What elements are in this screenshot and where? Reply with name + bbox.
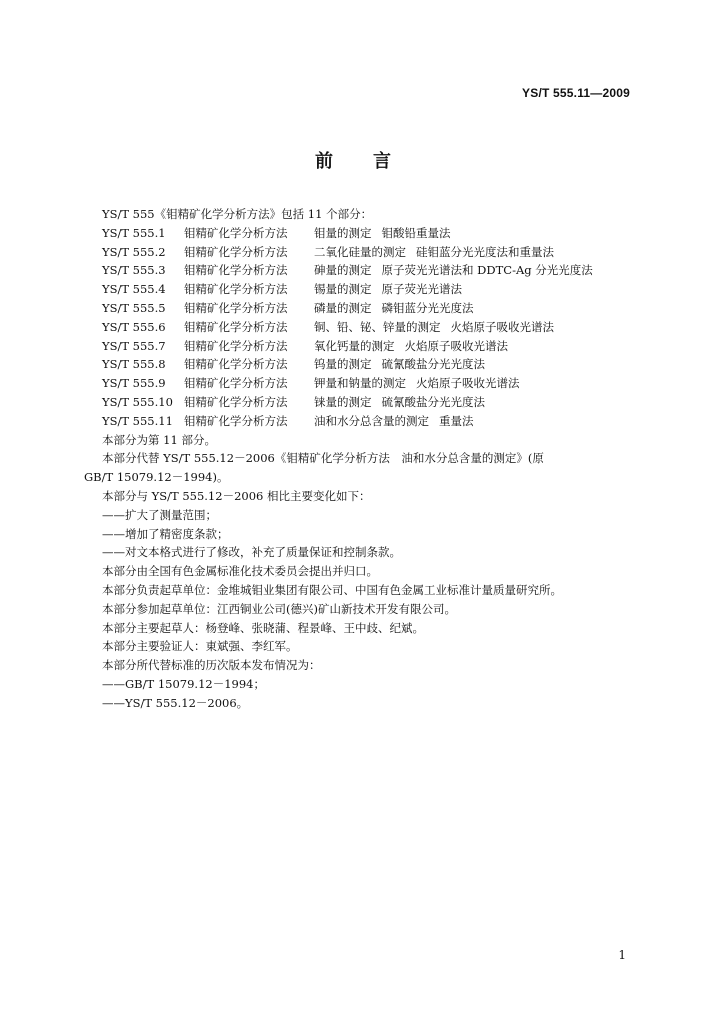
change-item: ——对文本格式进行了修改，补充了质量保证和控制条款。 (102, 545, 401, 560)
part-item (84, 355, 640, 374)
part-code: YS/T 555.7 (102, 338, 166, 353)
this-part-paragraph: 本部分为第 11 部分。 (102, 432, 216, 447)
page-number: 1 (618, 948, 626, 962)
parts-list (84, 224, 640, 431)
history-item: ——GB/T 15079.12－1994； (102, 676, 265, 691)
part-code: YS/T 555.8 (102, 357, 166, 372)
part-main-title: 钼精矿化学分析方法 (184, 357, 288, 372)
part-item (84, 243, 640, 262)
participating-unit-paragraph: 本部分参加起草单位：江西铜业公司(德兴)矿山新技术开发有限公司。 (102, 601, 456, 616)
replaces-paragraph-line-1: 本部分代替 YS/T 555.12－2006《钼精矿化学分析方法 油和水分总含量的测定》(原 (102, 451, 544, 466)
part-item (84, 224, 640, 243)
part-method: 火焰原子吸收光谱法 (416, 376, 520, 391)
part-item (84, 374, 640, 393)
part-topic: 铼量的测定 (314, 394, 372, 409)
part-item (84, 261, 640, 280)
part-item (84, 337, 640, 356)
drafting-unit-paragraph: 本部分负责起草单位：金堆城钼业集团有限公司、中国有色金属工业标准计量质量研究所。 (102, 582, 562, 597)
part-topic: 油和水分总含量的测定 (314, 413, 429, 428)
part-method: 磷钼蓝分光光度法 (381, 300, 474, 315)
part-method: 硫氰酸盐分光光度法 (381, 394, 485, 409)
part-topic: 铜、铅、铋、锌量的测定 (314, 319, 441, 334)
part-topic: 钾量和钠量的测定 (314, 376, 406, 391)
part-method: 火焰原子吸收光谱法 (450, 319, 554, 334)
part-code: YS/T 555.10 (102, 394, 173, 409)
part-code: YS/T 555.6 (102, 319, 166, 334)
part-method: 重量法 (439, 413, 474, 428)
replaces-paragraph-line-2: GB/T 15079.12－1994)。 (84, 470, 229, 485)
part-code: YS/T 555.2 (102, 244, 166, 259)
title-char-2: 言 (373, 151, 391, 172)
part-topic: 钨量的测定 (314, 357, 372, 372)
part-code: YS/T 555.5 (102, 300, 166, 315)
part-topic: 磷量的测定 (314, 300, 372, 315)
part-item (84, 412, 640, 431)
standard-code: YS/T 555.11—2009 (522, 86, 630, 100)
part-method: 钼酸铅重量法 (381, 225, 451, 240)
title-char-1: 前 (315, 151, 333, 172)
part-code: YS/T 555.9 (102, 376, 166, 391)
part-main-title: 钼精矿化学分析方法 (184, 413, 288, 428)
part-main-title: 钼精矿化学分析方法 (184, 244, 288, 259)
part-item (84, 318, 640, 337)
verifiers-paragraph: 本部分主要验证人：東斌强、李红军。 (102, 639, 298, 654)
part-main-title: 钼精矿化学分析方法 (184, 300, 288, 315)
part-method: 原子荧光光谱法和 DDTC-Ag 分光光度法 (381, 263, 593, 278)
drafters-paragraph: 本部分主要起草人：杨登峰、张晓蒲、程景峰、王中歧、纪斌。 (102, 620, 424, 635)
part-item (84, 299, 640, 318)
part-main-title: 钼精矿化学分析方法 (184, 319, 288, 334)
part-main-title: 钼精矿化学分析方法 (184, 282, 288, 297)
part-main-title: 钼精矿化学分析方法 (184, 394, 288, 409)
part-topic: 氧化钙量的测定 (314, 338, 395, 353)
part-topic: 砷量的测定 (314, 263, 372, 278)
part-code: YS/T 555.1 (102, 225, 166, 240)
part-topic: 锡量的测定 (314, 282, 372, 297)
part-method: 硫氰酸盐分光光度法 (381, 357, 485, 372)
part-method: 原子荧光光谱法 (381, 282, 462, 297)
part-item (84, 393, 640, 412)
change-item: ——扩大了测量范围； (102, 507, 217, 522)
change-item: ——增加了精密度条款； (102, 526, 229, 541)
part-topic: 二氧化硅量的测定 (314, 244, 406, 259)
part-code: YS/T 555.3 (102, 263, 166, 278)
changes-intro-paragraph: 本部分与 YS/T 555.12－2006 相比主要变化如下： (102, 488, 371, 503)
part-main-title: 钼精矿化学分析方法 (184, 263, 288, 278)
intro-paragraph: YS/T 555《钼精矿化学分析方法》包括 11 个部分： (102, 207, 373, 221)
proposed-paragraph: 本部分由全国有色金属标准化技术委员会提出并归口。 (102, 564, 378, 579)
part-method: 火焰原子吸收光谱法 (404, 338, 508, 353)
history-item: ——YS/T 555.12－2006。 (102, 695, 249, 710)
part-main-title: 钼精矿化学分析方法 (184, 338, 288, 353)
part-item (84, 280, 640, 299)
part-method: 硅钼蓝分光光度法和重量法 (416, 244, 554, 259)
page-title (0, 147, 706, 173)
part-code: YS/T 555.4 (102, 282, 166, 297)
part-main-title: 钼精矿化学分析方法 (184, 376, 288, 391)
document-body (84, 205, 640, 713)
history-intro-paragraph: 本部分所代替标准的历次版本发布情况为： (102, 658, 321, 673)
part-code: YS/T 555.11 (102, 413, 173, 428)
part-topic: 钼量的测定 (314, 225, 372, 240)
part-main-title: 钼精矿化学分析方法 (184, 225, 288, 240)
